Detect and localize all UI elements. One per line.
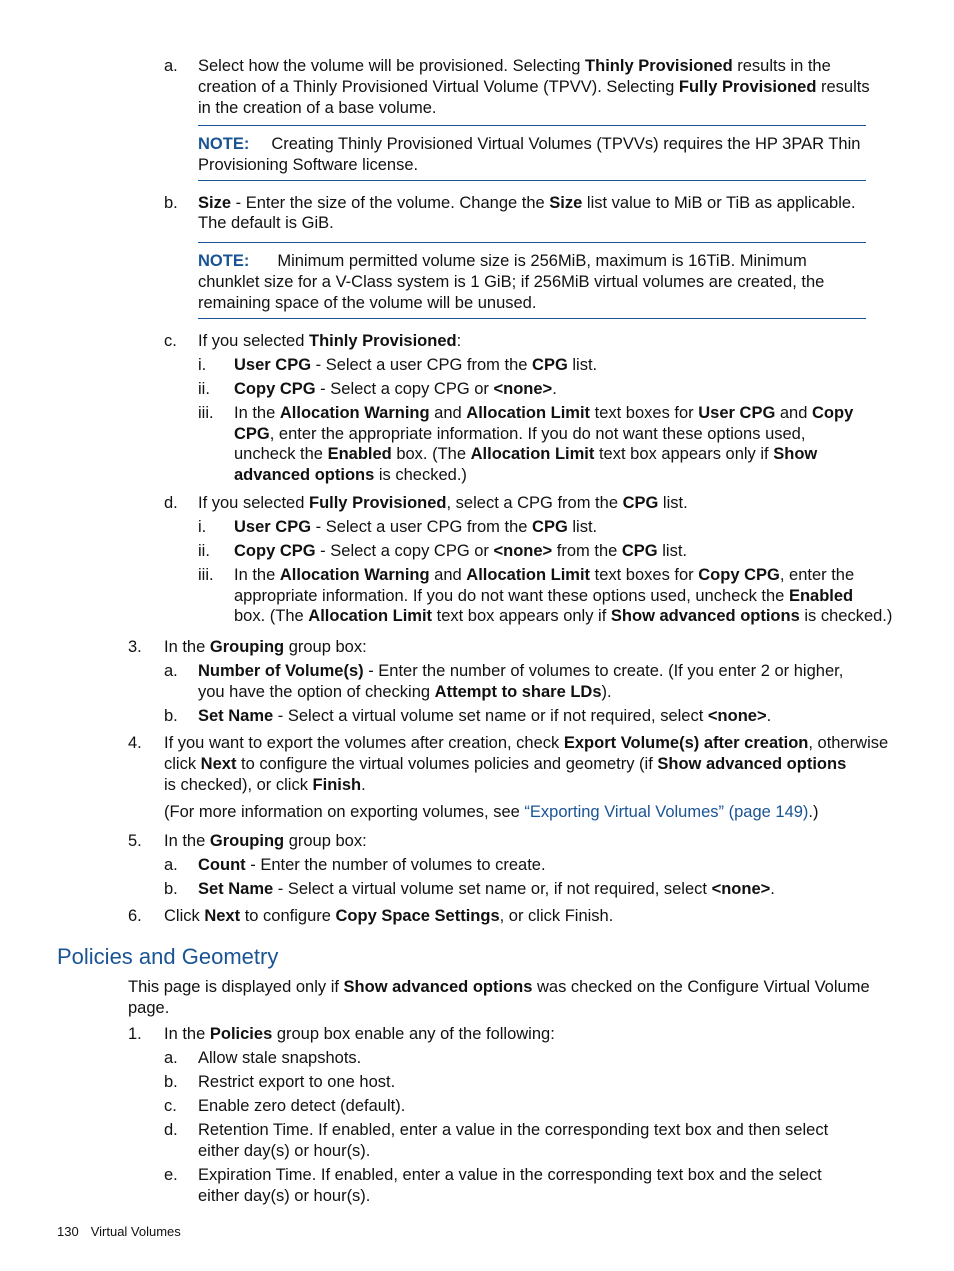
list-marker: a. — [164, 1049, 178, 1067]
list-marker: iii. — [198, 404, 214, 422]
bold-term: Enabled — [327, 445, 392, 463]
list-item-text: advanced options is checked.) — [234, 466, 467, 484]
bold-term: CPG — [234, 425, 270, 443]
bold-term: Show advanced options — [610, 607, 800, 625]
list-marker: iii. — [198, 566, 214, 584]
list-item-text: Restrict export to one host. — [198, 1073, 396, 1091]
bold-term: Enabled — [788, 587, 854, 605]
cross-reference-link[interactable]: “Exporting Virtual Volumes” (page 149) — [524, 803, 809, 821]
list-item-text: In the Policies group box enable any of the following: — [164, 1025, 555, 1043]
bold-term: Grouping — [209, 638, 285, 656]
note-label: NOTE: — [198, 252, 250, 270]
bold-term: Fully Provisioned — [308, 494, 447, 512]
bold-term: Allocation Limit — [308, 607, 433, 625]
bold-term: User CPG — [234, 518, 312, 536]
list-marker: 5. — [128, 832, 142, 850]
bold-term: Grouping — [209, 832, 285, 850]
list-marker: i. — [198, 518, 207, 536]
list-marker: 1. — [128, 1025, 142, 1043]
bold-term: Allocation Warning — [279, 404, 430, 422]
bold-term: Attempt to share LDs — [434, 683, 602, 701]
list-item-text: appropriate information. If you do not want these options used, uncheck the Enabled — [234, 587, 854, 605]
bold-term: Export Volume(s) after creation — [563, 734, 809, 752]
bold-term: User CPG — [698, 404, 776, 422]
bold-term: Copy CPG — [234, 542, 316, 560]
list-item-text: Count - Enter the number of volumes to create. — [198, 856, 546, 874]
bold-term: <none> — [493, 380, 553, 398]
list-marker: e. — [164, 1166, 178, 1184]
note-text: Creating Thinly Provisioned Virtual Volumes (TPVVs) requires the HP 3PAR Thin — [271, 135, 861, 153]
list-item-text: In the Grouping group box: — [164, 638, 367, 656]
section-heading: Policies and Geometry — [57, 944, 279, 969]
paragraph-text: This page is displayed only if Show advanced options was checked on the Configure Virtual Volume — [128, 978, 870, 996]
list-item-text: box. (The Allocation Limit text box appears only if Show advanced options is checked.) — [234, 607, 893, 625]
bold-term: Policies — [209, 1025, 273, 1043]
list-item-text: Set Name - Select a virtual volume set name or, if not required, select <none>. — [198, 880, 775, 898]
list-marker: ii. — [198, 380, 210, 398]
bold-term: Allocation Warning — [279, 566, 430, 584]
bold-term: CPG — [622, 494, 659, 512]
bold-term: CPG — [621, 542, 658, 560]
bold-term: <none> — [711, 880, 771, 898]
note-text: remaining space of the volume will be unused. — [198, 294, 537, 312]
page-number: 130 — [57, 1224, 79, 1239]
list-marker: 4. — [128, 734, 142, 752]
bold-term: Set Name — [198, 880, 274, 898]
bold-term: Count — [198, 856, 246, 874]
list-item-text: click Next to configure the virtual volumes policies and geometry (if Show advanced options — [164, 755, 847, 773]
list-item-text: In the Allocation Warning and Allocation Limit text boxes for User CPG and Copy — [234, 404, 854, 422]
bold-term: Set Name — [198, 707, 274, 725]
note-bottom-rule — [198, 318, 866, 319]
list-marker: b. — [164, 194, 178, 212]
page-footer — [57, 1223, 181, 1241]
bold-term: Copy CPG — [234, 380, 316, 398]
bold-term: Fully Provisioned — [678, 78, 817, 96]
chapter-title: Virtual Volumes — [90, 1224, 181, 1239]
list-item-text: either day(s) or hour(s). — [198, 1142, 371, 1160]
list-item-text: Number of Volume(s) - Enter the number of volumes to create. (If you enter 2 or higher, — [198, 662, 844, 680]
bold-term: Thinly Provisioned — [308, 332, 457, 350]
bold-term: CPG — [532, 518, 568, 536]
list-item-text: creation of a Thinly Provisioned Virtual Volume (TPVV). Selecting Fully Provisioned results — [198, 78, 870, 96]
list-marker: b. — [164, 880, 178, 898]
list-marker: a. — [164, 856, 178, 874]
list-item-text: Enable zero detect (default). — [198, 1097, 406, 1115]
list-marker: d. — [164, 494, 178, 512]
list-item-text: Retention Time. If enabled, enter a value in the corresponding text box and then select — [198, 1121, 829, 1139]
list-item-text: CPG, enter the appropriate information. If you do not want these options used, — [234, 425, 806, 443]
list-marker: ii. — [198, 542, 210, 560]
bold-term: Allocation Limit — [470, 445, 595, 463]
list-item-text: either day(s) or hour(s). — [198, 1187, 371, 1205]
list-marker: 6. — [128, 907, 142, 925]
list-item-text: Click Next to configure Copy Space Settings, or click Finish. — [164, 907, 614, 925]
bold-term: Copy Space Settings — [335, 907, 500, 925]
note-label: NOTE: — [198, 135, 250, 153]
bold-term: Allocation Limit — [466, 566, 591, 584]
list-item-text: User CPG - Select a user CPG from the CPG list. — [234, 518, 598, 536]
bold-term: <none> — [707, 707, 767, 725]
list-item-text: Select how the volume will be provisioned. Selecting Thinly Provisioned results in the — [198, 57, 831, 75]
note-box — [198, 251, 807, 272]
note-text: Minimum permitted volume size is 256MiB, maximum is 16TiB. Minimum — [277, 252, 807, 270]
list-item-text: Allow stale snapshots. — [198, 1049, 362, 1067]
list-item-text: If you want to export the volumes after creation, check Export Volume(s) after creation, otherwise — [164, 734, 889, 752]
list-marker: b. — [164, 1073, 178, 1091]
list-item-text: In the Allocation Warning and Allocation Limit text boxes for Copy CPG, enter the — [234, 566, 855, 584]
bold-term: Show — [773, 445, 818, 463]
list-item-text: User CPG - Select a user CPG from the CPG list. — [234, 356, 598, 374]
list-marker: i. — [198, 356, 207, 374]
list-marker: a. — [164, 662, 178, 680]
note-text: chunklet size for a V-Class system is 1 GiB; if 256MiB virtual volumes are created, the — [198, 273, 825, 291]
bold-term: advanced options — [234, 466, 375, 484]
bold-term: Show advanced options — [343, 978, 533, 996]
bold-term: Next — [200, 755, 237, 773]
bold-term: Number of Volume(s) — [198, 662, 364, 680]
list-marker: d. — [164, 1121, 178, 1139]
list-item-text: Size - Enter the size of the volume. Change the Size list value to MiB or TiB as applicable. — [198, 194, 856, 212]
bold-term: Next — [204, 907, 241, 925]
list-item-text: Expiration Time. If enabled, enter a value in the corresponding text box and the select — [198, 1166, 822, 1184]
bold-term: Size — [198, 194, 232, 212]
list-item-text: uncheck the Enabled box. (The Allocation Limit text box appears only if Show — [234, 445, 818, 463]
list-item-text: If you selected Thinly Provisioned: — [198, 332, 462, 350]
bold-term: Allocation Limit — [466, 404, 591, 422]
list-marker: a. — [164, 57, 178, 75]
note-bottom-rule — [198, 180, 866, 181]
list-item-text: If you selected Fully Provisioned, select a CPG from the CPG list. — [198, 494, 688, 512]
bold-term: Copy — [812, 404, 854, 422]
paragraph-text: page. — [128, 999, 170, 1017]
bold-term: <none> — [493, 542, 553, 560]
list-marker: c. — [164, 332, 177, 350]
list-item-text: The default is GiB. — [198, 214, 334, 232]
list-item-text: Set Name - Select a virtual volume set name or if not required, select <none>. — [198, 707, 772, 725]
list-item-text: In the Grouping group box: — [164, 832, 367, 850]
list-item-text: Copy CPG - Select a copy CPG or <none> from the CPG list. — [234, 542, 687, 560]
bold-term: CPG — [532, 356, 568, 374]
list-item-text: you have the option of checking Attempt to share LDs). — [198, 683, 612, 701]
note-top-rule — [198, 125, 866, 126]
note-box — [198, 134, 860, 155]
list-item-text: in the creation of a base volume. — [198, 99, 437, 117]
list-marker: 3. — [128, 638, 142, 656]
bold-term: Show advanced options — [657, 755, 847, 773]
list-item-text: Copy CPG - Select a copy CPG or <none>. — [234, 380, 557, 398]
note-text: Provisioning Software license. — [198, 156, 419, 174]
list-marker: b. — [164, 707, 178, 725]
bold-term: User CPG — [234, 356, 312, 374]
list-item-text: is checked), or click Finish. — [164, 776, 366, 794]
bold-term: Copy CPG — [698, 566, 780, 584]
bold-term: Finish — [312, 776, 362, 794]
bold-term: Size — [549, 194, 583, 212]
list-marker: c. — [164, 1097, 177, 1115]
list-item-text: (For more information on exporting volumes, see “Exporting Virtual Volumes” (page 149).) — [164, 803, 819, 821]
bold-term: Thinly Provisioned — [585, 57, 733, 75]
note-top-rule — [198, 242, 866, 243]
